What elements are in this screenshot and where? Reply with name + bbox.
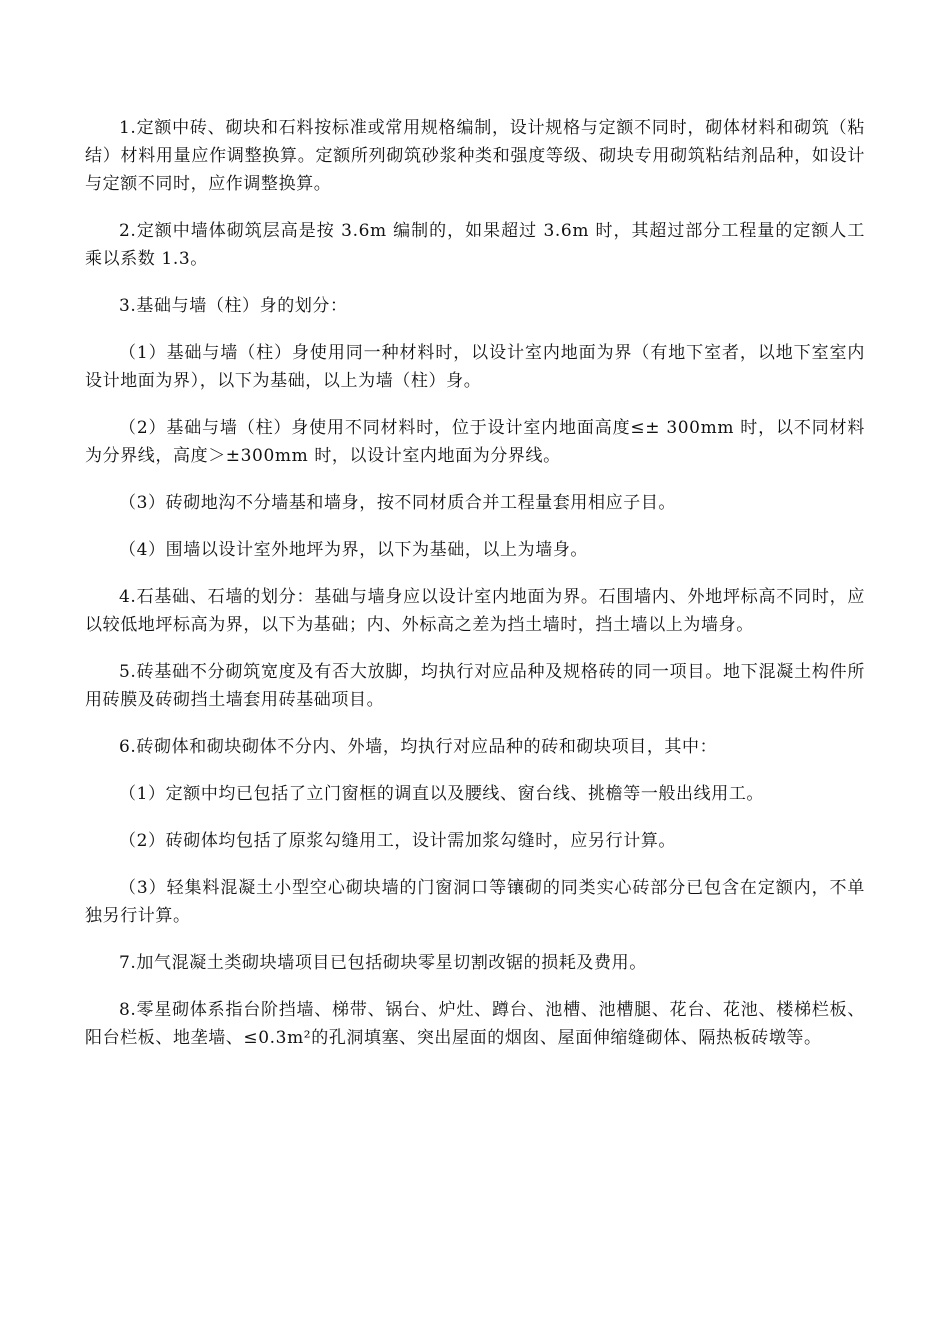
paragraph-5: 5.砖基础不分砌筑宽度及有否大放脚，均执行对应品种及规格砖的同一项目。地下混凝土构件所用砖膜及砖砌挡土墙套用砖基础项目。 (85, 662, 865, 710)
paragraph-3-2: （2）基础与墙（柱）身使用不同材料时，位于设计室内地面高度≤± 300mm 时，以不同材料为分界线，高度＞±300mm 时，以设计室内地面为分界线。 (85, 418, 865, 466)
paragraph-6-3: （3）轻集料混凝土小型空心砌块墙的门窗洞口等镶砌的同类实心砖部分已包含在定额内，不单独另行计算。 (85, 878, 865, 926)
paragraph-6: 6.砖砌体和砌块砌体不分内、外墙，均执行对应品种的砖和砌块项目，其中： (119, 737, 718, 757)
paragraph-6-1: （1）定额中均已包括了立门窗框的调直以及腰线、窗台线、挑檐等一般出线用工。 (119, 784, 765, 804)
paragraph-3-4: （4）围墙以设计室外地坪为界，以下为基础，以上为墙身。 (119, 540, 589, 560)
paragraph-8: 8.零星砌体系指台阶挡墙、梯带、锅台、炉灶、蹲台、池槽、池槽腿、花台、花池、楼梯栏板、阳台栏板、地垄墙、≤0.3m²的孔洞填塞、突出屋面的烟囱、屋面伸缩缝砌体、隔热板砖墩等。 (85, 1000, 865, 1048)
paragraph-3-3: （3）砖砌地沟不分墙基和墙身，按不同材质合并工程量套用相应子目。 (119, 493, 677, 513)
paragraph-4: 4.石基础、石墙的划分：基础与墙身应以设计室内地面为界。石围墙内、外地坪标高不同时，应以较低地坪标高为界，以下为基础；内、外标高之差为挡土墙时，挡土墙以上为墙身。 (85, 587, 865, 635)
paragraph-3-1: （1）基础与墙（柱）身使用同一种材料时，以设计室内地面为界（有地下室者，以地下室室内设计地面为界），以下为基础，以上为墙（柱）身。 (85, 343, 865, 391)
paragraph-2: 2.定额中墙体砌筑层高是按 3.6m 编制的，如果超过 3.6m 时，其超过部分工程量的定额人工乘以系数 1.3。 (85, 221, 865, 269)
paragraph-7: 7.加气混凝土类砌块墙项目已包括砌块零星切割改锯的损耗及费用。 (119, 953, 647, 973)
paragraph-1: 1.定额中砖、砌块和石料按标准或常用规格编制，设计规格与定额不同时，砌体材料和砌筑（粘结）材料用量应作调整换算。定额所列砌筑砂浆种类和强度等级、砌块专用砌筑粘结剂品种，如设计与定额不同时，应作调整换算。 (85, 118, 865, 194)
paragraph-3: 3.基础与墙（柱）身的划分： (119, 296, 348, 316)
document-body (85, 114, 865, 1071)
paragraph-6-2: （2）砖砌体均包括了原浆勾缝用工，设计需加浆勾缝时，应另行计算。 (119, 831, 677, 851)
